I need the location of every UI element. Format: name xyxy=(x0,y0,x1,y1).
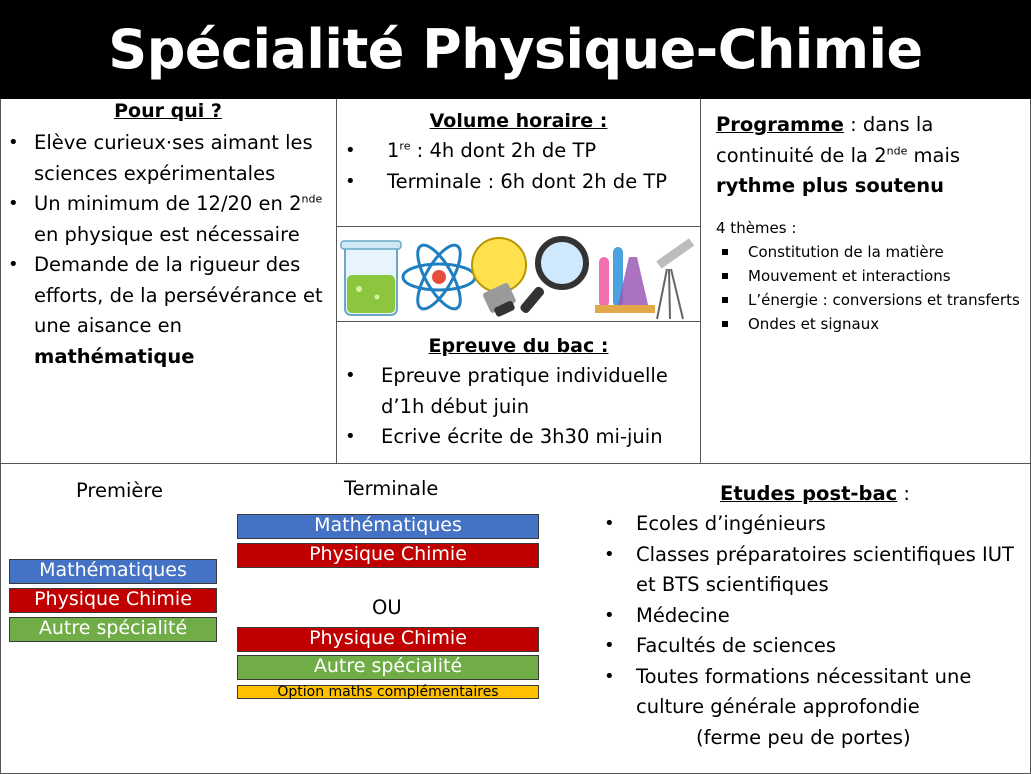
list-item: • 1re : 4h dont 2h de TP xyxy=(337,136,700,167)
etudes-heading-row: Etudes post-bac : xyxy=(720,482,910,505)
volume-horaire-section xyxy=(337,110,700,197)
premiere-bar-maths: Mathématiques xyxy=(9,559,217,584)
epreuve-bac-list xyxy=(337,361,700,453)
list-item: • Demande de la rigueur des efforts, de la persévérance et une aisance en mathématique xyxy=(0,250,330,372)
terminale-bar-physique-a: Physique Chimie xyxy=(237,543,539,568)
programme-label: Programme xyxy=(716,113,844,136)
lightbulb-icon xyxy=(472,238,526,318)
etudes-list xyxy=(596,509,1026,723)
premiere-label: Première xyxy=(76,479,163,502)
list-item: • Ecoles d’ingénieurs xyxy=(596,509,1026,540)
science-illustration-svg xyxy=(337,227,700,322)
programme-section xyxy=(716,110,1024,336)
themes-list xyxy=(716,240,1024,336)
or-label: OU xyxy=(372,596,402,619)
terminale-bar-option-maths: Option maths complémentaires xyxy=(237,685,539,699)
atom-icon xyxy=(403,239,475,314)
list-item: Mouvement et interactions xyxy=(716,264,1024,288)
divider-horizontal-mid xyxy=(0,463,1031,464)
telescope-icon xyxy=(656,238,694,319)
volume-horaire-heading: Volume horaire : xyxy=(429,110,608,132)
premiere-bar-physique: Physique Chimie xyxy=(9,588,217,613)
test-tubes-icon xyxy=(595,247,655,313)
page-title: Spécialité Physique-Chimie xyxy=(108,18,923,81)
pour-qui-heading: Pour qui ? xyxy=(114,100,222,122)
etudes-heading: Etudes post-bac xyxy=(720,482,898,505)
terminale-bar-autre: Autre spécialité xyxy=(237,655,539,680)
terminale-bar-physique-b: Physique Chimie xyxy=(237,627,539,652)
terminale-bar-maths: Mathématiques xyxy=(237,514,539,539)
list-item: • Classes préparatoires scientifiques IUT et BTS scientifiques xyxy=(596,540,1026,601)
divider-vertical-2 xyxy=(700,99,701,464)
etudes-section xyxy=(596,482,1026,753)
list-item: • Facultés de sciences xyxy=(596,631,1026,662)
volume-horaire-list xyxy=(337,136,700,197)
list-item: Ondes et signaux xyxy=(716,312,1024,336)
magnifier-icon xyxy=(519,239,586,315)
etudes-footnote: (ferme peu de portes) xyxy=(696,725,911,749)
list-item: • Elève curieux·ses aimant les sciences expérimentales xyxy=(0,128,330,189)
beaker-icon xyxy=(341,241,401,315)
epreuve-bac-heading: Epreuve du bac : xyxy=(428,335,609,357)
epreuve-bac-section xyxy=(337,335,700,453)
list-item: • Un minimum de 12/20 en 2nde en physique est nécessaire xyxy=(0,189,330,250)
list-item: • Médecine xyxy=(596,601,1026,632)
list-item: • Toutes formations nécessitant une culture générale approfondie xyxy=(596,662,1026,723)
themes-label: 4 thèmes : xyxy=(716,218,797,237)
title-banner xyxy=(0,0,1031,99)
list-item: L’énergie : conversions et transferts xyxy=(716,288,1024,312)
premiere-bar-autre: Autre spécialité xyxy=(9,617,217,642)
list-item: • Epreuve pratique individuelle d’1h début juin xyxy=(337,361,694,422)
list-item: Constitution de la matière xyxy=(716,240,1024,264)
programme-text: Programme : dans la continuité de la 2nde mais rythme plus soutenu xyxy=(716,113,961,197)
pour-qui-list xyxy=(0,128,336,372)
list-item: • Ecrive écrite de 3h30 mi-juin xyxy=(337,422,694,453)
list-item: • Terminale : 6h dont 2h de TP xyxy=(337,167,700,198)
terminale-label: Terminale xyxy=(344,477,439,500)
pour-qui-section xyxy=(0,100,336,372)
science-illustration xyxy=(337,227,700,322)
